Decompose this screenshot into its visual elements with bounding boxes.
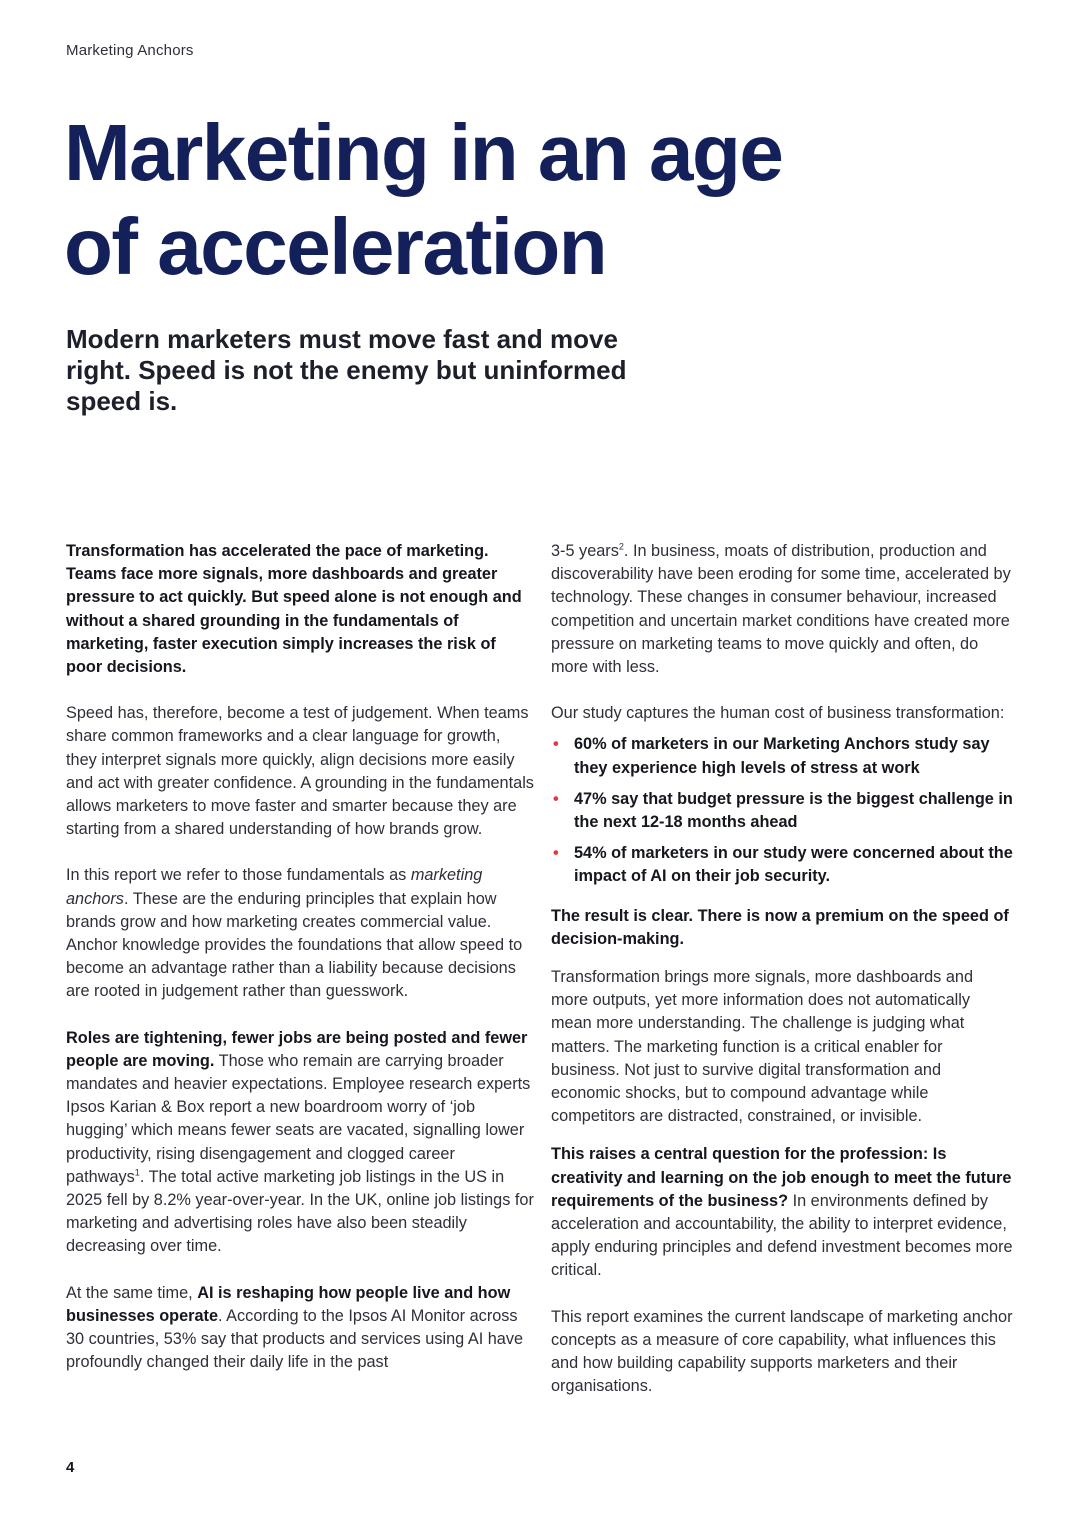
bullet-icon: •: [553, 844, 559, 863]
running-head: Marketing Anchors: [66, 42, 194, 59]
page-title: [64, 106, 964, 294]
roles-paragraph: Roles are tightening, fewer jobs are being posted and fewer people are moving. Those who remain are carrying broader mandates and heavier expectations. Employee research experts Ipsos Karian & Box report a new boardroom worry of ‘job hugging’ which means fewer seats are vacated, signalling lower productivity, rising disengagement and clogged career pathways$^1$. The total active marketing job listings in the US in 2025 fell by 8.2% year-over-year. In the UK, online job listings for marketing and advertising roles have also been steadily decreasing over time.: [66, 1028, 534, 1256]
marketing-anchors-paragraph: In this report we refer to those fundamentals as marketing anchors. These are the enduring principles that explain how brands grow and how marketing creates commercial value. Anchor knowledge provides the foundations that allow speed to become an advantage rather than a liability because decisions are rooted in judgement rather than guesswork.: [66, 866, 523, 1001]
footnote-ref-2[interactable]: 2: [618, 541, 624, 552]
ai-paragraph: At the same time, AI is reshaping how people live and how businesses operate. According to the Ipsos AI Monitor across 30 countries, 53% say that products and services using AI have profoundly changed their daily life in the past: [66, 1283, 524, 1372]
page-subtitle-line-3: speed is.: [66, 386, 178, 416]
study-intro-paragraph: Our study captures the human cost of business transformation:: [551, 704, 1005, 723]
page-title-line-1: Marketing in an age: [64, 108, 783, 197]
list-item: • 54% of marketers in our study were concerned about the impact of AI on their job security.: [553, 844, 1013, 886]
page-subtitle: [66, 324, 666, 417]
marketing-anchors-term: marketing anchors: [66, 866, 483, 908]
page-number: 4: [66, 1459, 75, 1476]
left-column: [66, 540, 534, 1398]
page-subtitle-line-2: right. Speed is not the enemy but uninformed: [66, 355, 627, 385]
bullet-icon: •: [553, 735, 559, 754]
page-subtitle-line-1: Modern marketers must move fast and move: [66, 324, 618, 354]
business-paragraph: 3-5 years$^2$. In business, moats of distribution, production and discoverability have been eroding for some time, accelerated by technology. These changes in consumer behaviour, increased competition and uncertain market conditions have created more pressure on marketing teams to move quickly and often, do more with less.: [551, 541, 1011, 677]
page-title-line-2: of acceleration: [64, 202, 607, 291]
bullet-icon: •: [553, 789, 559, 808]
footnote-ref-1[interactable]: 1: [134, 1167, 140, 1178]
right-column: [551, 540, 1013, 1422]
speed-judgement-paragraph: Speed has, therefore, become a test of judgement. When teams share common frameworks and a clear language for growth, they interpret signals more quickly, align decisions more easily and act with greater confidence. A grounding in the fundamentals allows marketers to move faster and smarter because they are starting from a shared understanding of how brands grow.: [66, 704, 534, 839]
result-paragraph: The result is clear. There is now a premium on the speed of decision-making.: [551, 906, 1009, 948]
stats-list: [551, 733, 1013, 888]
central-question-paragraph: This raises a central question for the profession: Is creativity and learning on the job enough to meet the future requirements of the business? In environments defined by acceleration and accountability, the ability to interpret evidence, apply enduring principles and defend investment becomes more critical.: [551, 1145, 1013, 1280]
intro-paragraph: [66, 540, 534, 679]
report-scope-paragraph: This report examines the current landscape of marketing anchor concepts as a measure of core capability, what influences this and how building capability supports marketers and their organisations.: [551, 1307, 1013, 1396]
transformation-paragraph: Transformation brings more signals, more dashboards and more outputs, yet more information does not automatically mean more understanding. The challenge is judging what matters. The marketing function is a critical enabler for business. Not just to survive digital transformation and economic shocks, but to compound advantage while competitors are distracted, constrained, or invisible.: [551, 968, 974, 1126]
list-item: • 47% say that budget pressure is the biggest challenge in the next 12-18 months ahead: [553, 789, 1013, 832]
intro-text: Transformation has accelerated the pace of marketing. Teams face more signals, more dashboards and greater pressure to act quickly. But speed alone is not enough and without a shared grounding in the fundamentals of marketing, faster execution simply increases the risk of poor decisions.: [66, 542, 522, 677]
list-item: • 60% of marketers in our Marketing Anchors study say they experience high levels of stress at work: [553, 735, 990, 777]
